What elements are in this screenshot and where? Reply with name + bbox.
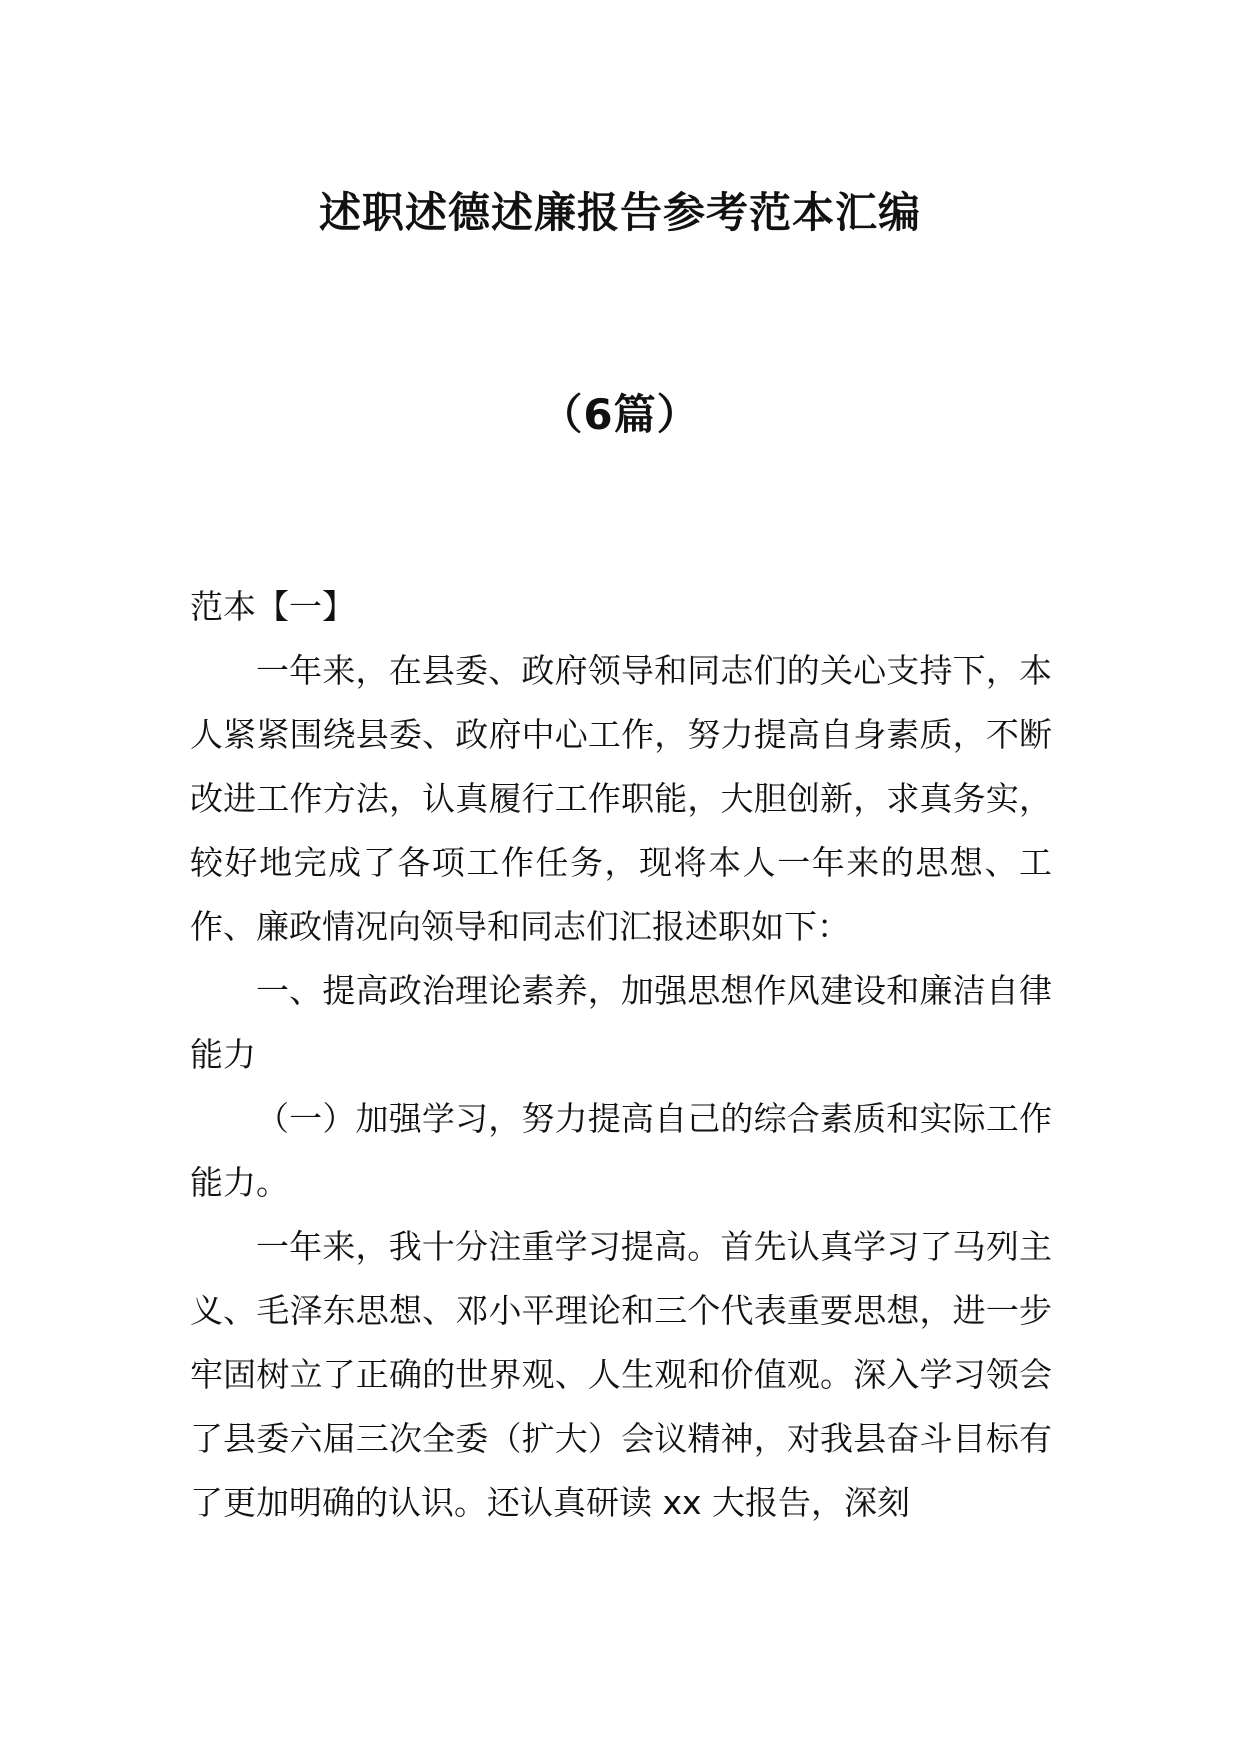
paragraph-subheading-1: （一）加强学习，努力提高自己的综合素质和实际工作能力。: [190, 1099, 1052, 1202]
document-body: [190, 575, 1052, 1535]
paragraph-heading-1: 一、提高政治理论素养，加强思想作风建设和廉洁自律能力: [190, 971, 1052, 1074]
paragraph-study: 一年来，我十分注重学习提高。首先认真学习了马列主义、毛泽东思想、邓小平理论和三个代表重要思想，进一步牢固树立了正确的世界观、人生观和价值观。深入学习领会了县委六届三次全委（扩大）会议精神，对我县奋斗目标有了更加明确的认识。还认真研读 xx 大报告，深刻: [190, 1227, 1052, 1522]
document-subtitle: （6篇）: [540, 390, 700, 439]
section-label: 范本【一】: [190, 587, 355, 626]
document-title: 述职述德述廉报告参考范本汇编: [318, 188, 921, 237]
paragraph-intro: 一年来，在县委、政府领导和同志们的关心支持下，本人紧紧围绕县委、政府中心工作，努力提高自身素质，不断改进工作方法，认真履行工作职能，大胆创新，求真务实，较好地完成了各项工作任务，现将本人一年来的思想、工作、廉政情况向领导和同志们汇报述职如下：: [190, 651, 1052, 946]
